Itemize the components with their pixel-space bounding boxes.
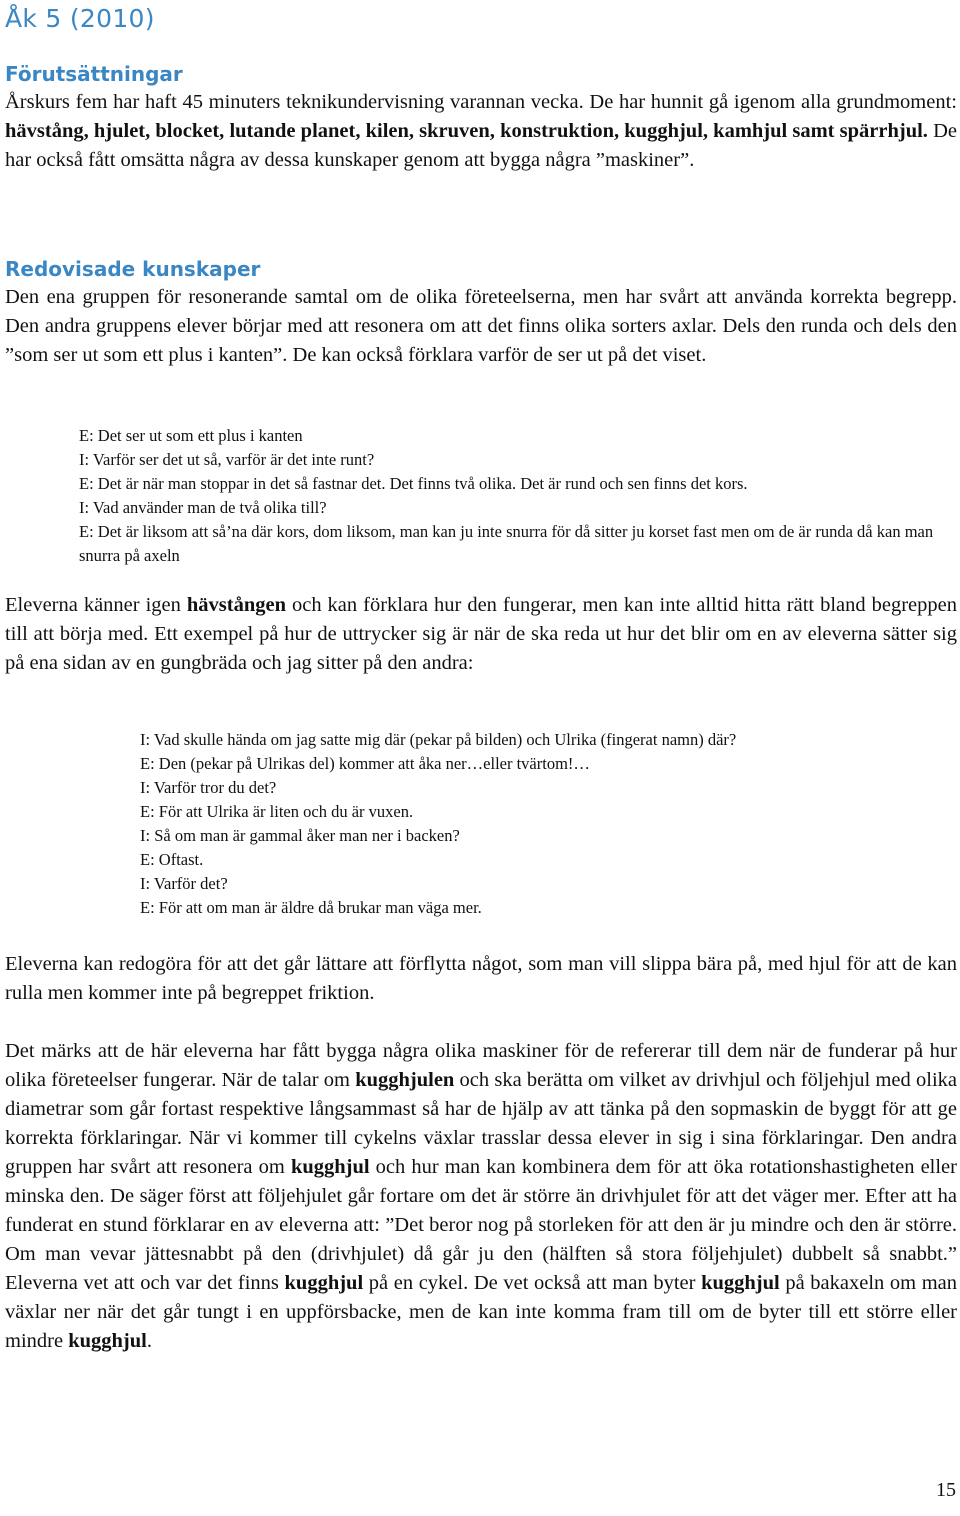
dialogue-line: E: Det ser ut som ett plus i kanten: [79, 426, 303, 445]
dialogue-line: I: Vad skulle hända om jag satte mig där (pekar på bilden) och Ulrika (fingerat namn) där?: [140, 730, 737, 749]
bold-term-gear: kugghjul: [701, 1272, 780, 1294]
page-title: Åk 5 (2010): [5, 4, 155, 33]
dialogue-line: I: Vad använder man de två olika till?: [79, 498, 327, 517]
section-heading-reported-knowledge: Redovisade kunskaper: [5, 257, 261, 281]
paragraph-preconditions: Årskurs fem har haft 45 minuters teknikundervisning varannan vecka. De har hunnit gå igenom alla grundmoment: hävstång, hjulet, blocket, lutande planet, kilen, skruven, konstruktion, kugghjul, kamhjul samt spärrhjul. De har också fått omsätta några av dessa kunskaper genom att bygga några ”maskiner”.: [5, 91, 957, 171]
bold-term-gear: kugghjul: [290, 1156, 370, 1178]
dialogue-line: E: Det är liksom att så’na där kors, dom liksom, man kan ju inte snurra för då sitter ju korset fast men om de är runda då kan man snurra på axeln: [79, 522, 934, 565]
dialogue-line: E: Det är när man stoppar in det så fastnar det. Det finns två olika. Det är rund och sen finns det kors.: [79, 474, 748, 493]
dialogue-line: E: Oftast.: [140, 850, 204, 869]
paragraph-gears: Det märks att de här eleverna har fått bygga några olika maskiner för de refererar till dem när de funderar på hur olika företeelser fungerar. När de talar om kugghjulen och ska berätta om vilket av drivhjul och följehjul med olika diametrar som går fortast respektive långsammast så har de hjälp av att tänka på den sopmaskin de byggt för att ge korrekta förklaringar. När vi kommer till cykelns växlar trasslar dessa elever in sig i sina förklaringar. Den andra gruppen har svårt att resonera om kugghjul och hur man kan kombinera dem för att öka rotationshastigheten eller minska den. De säger först att följehjulet går fortare om det är större än drivhjulet för att det väger mer. Efter att ha funderat en stund förklarar en av eleverna att: ”Det beror nog på storleken för att den är ju mindre och den är större. Om man vevar jättesnabbt på den (drivhjulet) då går ju den (hälften så stora följehjulet) dubbelt så snabbt.” Eleverna vet att och var det finns kugghjul på en cykel. De vet också att man byter kugghjul på bakaxeln om man växlar ner när det går tungt i en uppförsbacke, men de kan inte komma fram till om de byter till ett större eller mindre kugghjul.: [5, 1040, 957, 1352]
dialogue-seesaw: [140, 728, 955, 920]
dialogue-line: E: För att om man är äldre då brukar man väga mer.: [140, 898, 482, 917]
dialogue-line: I: Så om man är gammal åker man ner i backen?: [140, 826, 460, 845]
bold-term-list: hävstång, hjulet, blocket, lutande planet, kilen, skruven, konstruktion, kugghjul, kamhjul samt spärrhjul.: [5, 120, 928, 142]
paragraph-lever: Eleverna känner igen hävstången och kan förklara hur den fungerar, men kan inte alltid hitta rätt bland begreppen till att börja med. Ett exempel på hur de uttrycker sig är när de ska reda ut hur det blir om en av eleverna sätter sig på ena sidan av en gungbräda och jag sitter på den andra:: [5, 594, 957, 674]
bold-term-gear: kugghjul: [284, 1272, 364, 1294]
page-number: 15: [936, 1479, 956, 1501]
dialogue-line: E: Den (pekar på Ulrikas del) kommer att åka ner…eller tvärtom!…: [140, 754, 590, 773]
dialogue-line: E: För att Ulrika är liten och du är vuxen.: [140, 802, 414, 821]
paragraph-wheels: Eleverna kan redogöra för att det går lättare att förflytta något, som man vill slippa bära på, med hjul för att de kan rulla men kommer inte på begreppet friktion.: [5, 953, 957, 1004]
dialogue-axles: [79, 424, 955, 568]
paragraph-reported-knowledge: Den ena gruppen för resonerande samtal om de olika företeelserna, men har svårt att använda korrekta begrepp. Den andra gruppens elever börjar med att resonera om att det finns olika sorters axlar. Dels den runda och dels den ”som ser ut som ett plus i kanten”. De kan också förklara varför de ser ut på det viset.: [5, 286, 957, 366]
section-heading-preconditions: Förutsättningar: [5, 62, 183, 86]
bold-term-gear: kugghjul: [68, 1330, 147, 1352]
section-preconditions: [5, 60, 957, 175]
dialogue-line: I: Varför det?: [140, 874, 228, 893]
dialogue-line: I: Varför ser det ut så, varför är det inte runt?: [79, 450, 375, 469]
bold-term-gears: kugghjulen: [355, 1069, 455, 1091]
dialogue-line: I: Varför tror du det?: [140, 778, 277, 797]
section-reported-knowledge: [5, 255, 957, 370]
bold-term-lever: hävstången: [186, 594, 286, 616]
